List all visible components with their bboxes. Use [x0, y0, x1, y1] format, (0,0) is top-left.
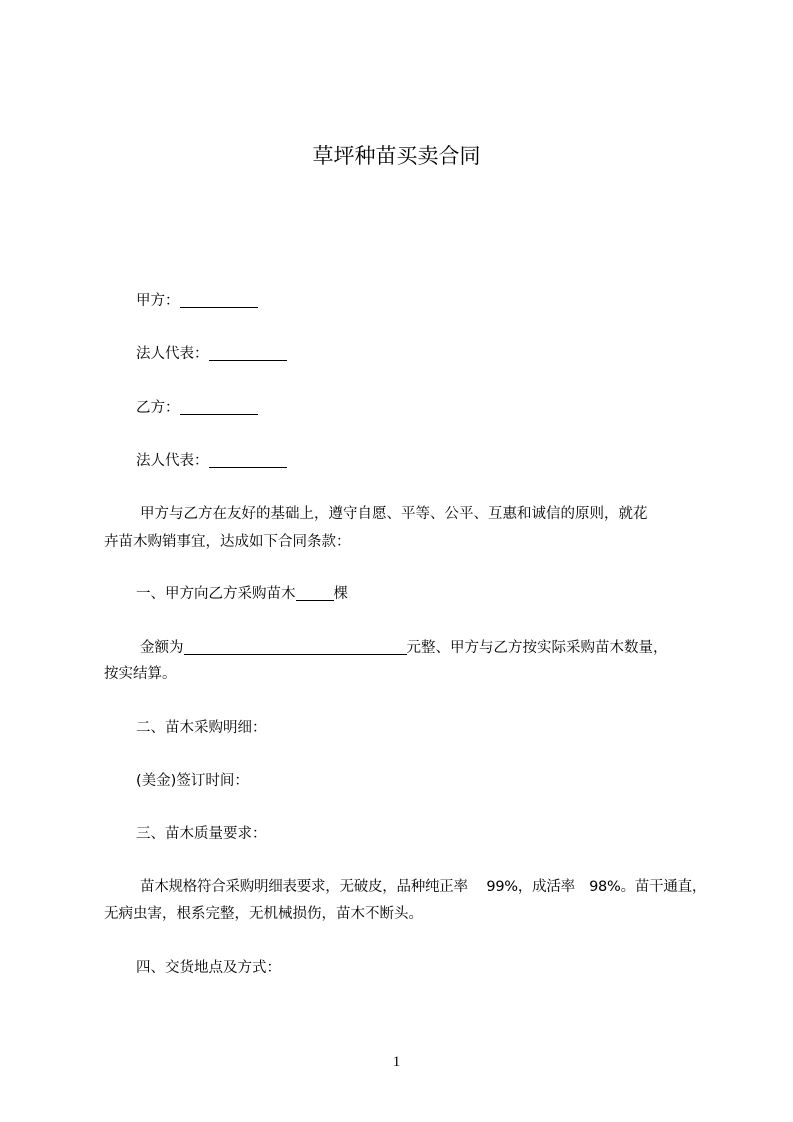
- page-number: 1: [392, 1054, 401, 1070]
- clause-1-amount-line-2: 按实结算。: [104, 666, 177, 682]
- party-a-rep-blank: [209, 344, 287, 361]
- party-a-rep-line: [104, 340, 756, 368]
- preamble-line-1: 甲方与乙方在友好的基础上，遵守自愿、平等、公平、互惠和诚信的原则，就花: [140, 506, 648, 522]
- clause-1-amount-suffix: 元整、甲方与乙方按实际采购苗木数量，: [406, 640, 668, 656]
- clause-1-amount-line: [104, 634, 760, 662]
- party-b-rep-blank: [209, 451, 287, 468]
- party-b-rep-line: [104, 447, 756, 475]
- party-a-label: 甲方：: [136, 293, 180, 309]
- clause-1-quantity-blank: [296, 584, 334, 601]
- clause-1-line: [104, 580, 756, 608]
- party-b-line: [104, 394, 756, 422]
- preamble-line-2: 卉苗木购销事宜，达成如下合同条款：: [104, 534, 351, 550]
- clause-3-line-1: 苗木规格符合采购明细表要求，无破皮，品种纯正率 99%，成活率 98%。苗干通直，: [140, 879, 707, 895]
- party-b-rep-label: 法人代表：: [136, 453, 209, 469]
- clause-2-signing: (美金)签订时间：: [136, 773, 249, 789]
- clause-1-prefix: 一、甲方向乙方采购苗木: [136, 586, 296, 602]
- clause-1-suffix: 棵: [333, 586, 348, 602]
- party-a-blank: [180, 291, 258, 308]
- clause-2-heading: 二、苗木采购明细：: [136, 720, 267, 736]
- clause-1-amount-prefix: 金额为: [140, 640, 184, 656]
- page-title: 草坪种苗买卖合同: [312, 144, 481, 168]
- clause-3-line-2: 无病虫害，根系完整，无机械损伤，苗木不断头。: [104, 906, 423, 922]
- clause-1-amount-blank-2: [304, 638, 407, 655]
- party-a-line: [104, 287, 756, 315]
- party-b-label: 乙方：: [136, 400, 180, 416]
- clause-4-heading: 四、交货地点及方式：: [136, 960, 281, 976]
- party-b-blank: [180, 398, 258, 415]
- clause-1-amount-blank-1: [184, 638, 304, 655]
- clause-3-heading: 三、苗木质量要求：: [136, 826, 267, 842]
- party-a-rep-label: 法人代表：: [136, 346, 209, 362]
